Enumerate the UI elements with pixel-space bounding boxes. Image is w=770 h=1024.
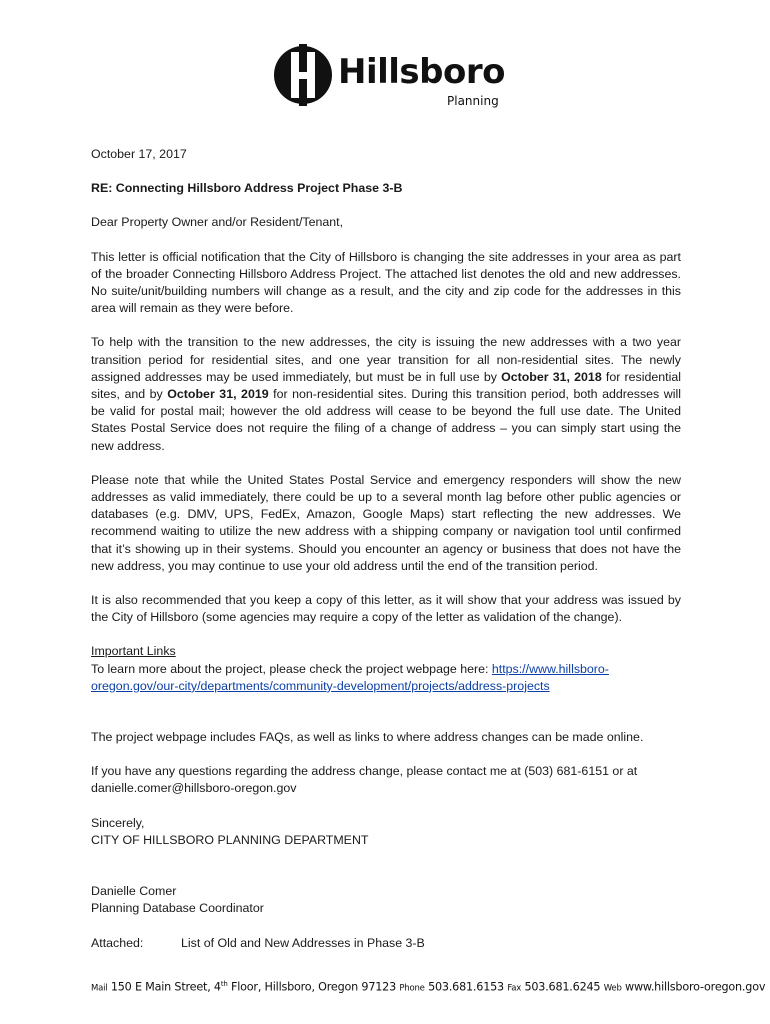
attached-value: List of Old and New Addresses in Phase 3-B — [181, 935, 425, 950]
fax-number: 503.681.6245 — [524, 980, 601, 994]
signer-name: Danielle Comer — [91, 884, 177, 899]
letter-body — [91, 146, 681, 952]
links-paragraph — [91, 661, 681, 695]
paragraph-keep-copy: It is also recommended that you keep a copy of this letter, as it will show that your address was issued by the City of Hillsboro (some agencies may require a copy of the letter as validation of the change). — [91, 593, 681, 625]
floor-suffix: th — [220, 980, 228, 988]
transition-text-2: for residential sites, and by — [91, 369, 681, 402]
website: www.hillsboro-oregon.gov — [625, 980, 766, 994]
logo-wordmark: Hillsboro — [338, 52, 505, 92]
residential-deadline: October 31, 2018 — [501, 369, 602, 384]
letter-greeting: Dear Property Owner and/or Resident/Tenant, — [91, 215, 344, 230]
letter-date: October 17, 2017 — [91, 147, 187, 161]
department-name: CITY OF HILLSBORO PLANNING DEPARTMENT — [91, 832, 369, 847]
paragraph-faqs: The project webpage includes FAQs, as well as links to where address changes can be made online. — [91, 730, 644, 745]
logo-subtitle: Planning — [447, 94, 499, 108]
paragraph-lag-notice: Please note that while the United States Postal Service and emergency responders will show the new addresses as valid immediately, there could be up to a several month lag before other public agencies or databases (e.g. DMV, UPS, FedEx, Amazon, Google Maps) start reflecting the new addresses. We recommend waiting to utilize the new address with a shipping company or navigation tool until confirmed that it’s showing up in their systems. Should you encounter an agency or business that does not have the new address, you may continue to use your old address until the end of the transition period. — [91, 472, 681, 573]
transition-text-3: for non-residential sites. During this transition period, both addresses will be valid for postal mail; however the old address will cease to be beyond the full use date. The United States Postal Service does not require the filing of a change of address – you can simply start using the new address. — [91, 387, 681, 453]
letterhead-footer — [91, 980, 766, 994]
links-heading: Important Links — [91, 644, 176, 659]
paragraph-notification: This letter is official notification that the City of Hillsboro is changing the site addresses in your area as part of the broader Connecting Hillsboro Address Project. The attached list denotes the old and new addresses. No suite/unit/building numbers will change as a result, and the city and zip code for the addresses in this area will remain as they were before. — [91, 249, 681, 316]
mail-label: Mail — [91, 983, 108, 994]
transition-text-1: To help with the transition to the new addresses, the city is issuing the new addresses with a two year transition period for residential sites, and one year transition for all non-residential sites. The newly assigned addresses may be used immediately, but must be in full use by — [91, 335, 681, 384]
attachment-line — [91, 935, 681, 952]
closing: Sincerely, — [91, 815, 145, 830]
paragraph-contact: If you have any questions regarding the address change, please contact me at (503) 681-6151 or at danielle.comer@hillsboro-oregon.gov — [91, 764, 638, 796]
phone-label: Phone — [399, 983, 425, 994]
signer-title: Planning Database Coordinator — [91, 901, 264, 916]
hillsboro-h-logo-icon — [272, 44, 334, 106]
mail-address-part-2: Floor, Hillsboro, Oregon 97123 — [227, 980, 396, 994]
hillsboro-planning-logo — [272, 44, 512, 114]
letter-subject: RE: Connecting Hillsboro Address Project Phase 3-B — [91, 181, 403, 196]
links-text: To learn more about the project, please check the project webpage here: — [91, 661, 492, 676]
fax-label: Fax — [507, 983, 522, 994]
non-residential-deadline: October 31, 2019 — [167, 387, 269, 402]
paragraph-transition — [91, 334, 681, 454]
phone-number: 503.681.6153 — [428, 980, 504, 994]
project-webpage-link[interactable]: https://www.hillsboro-oregon.gov/our-city/departments/community-development/projects/address-projects — [91, 661, 609, 693]
mail-address-part-1: 150 E Main Street, 4 — [110, 980, 221, 994]
web-label: Web — [603, 983, 622, 994]
attached-label: Attached: — [91, 935, 144, 950]
